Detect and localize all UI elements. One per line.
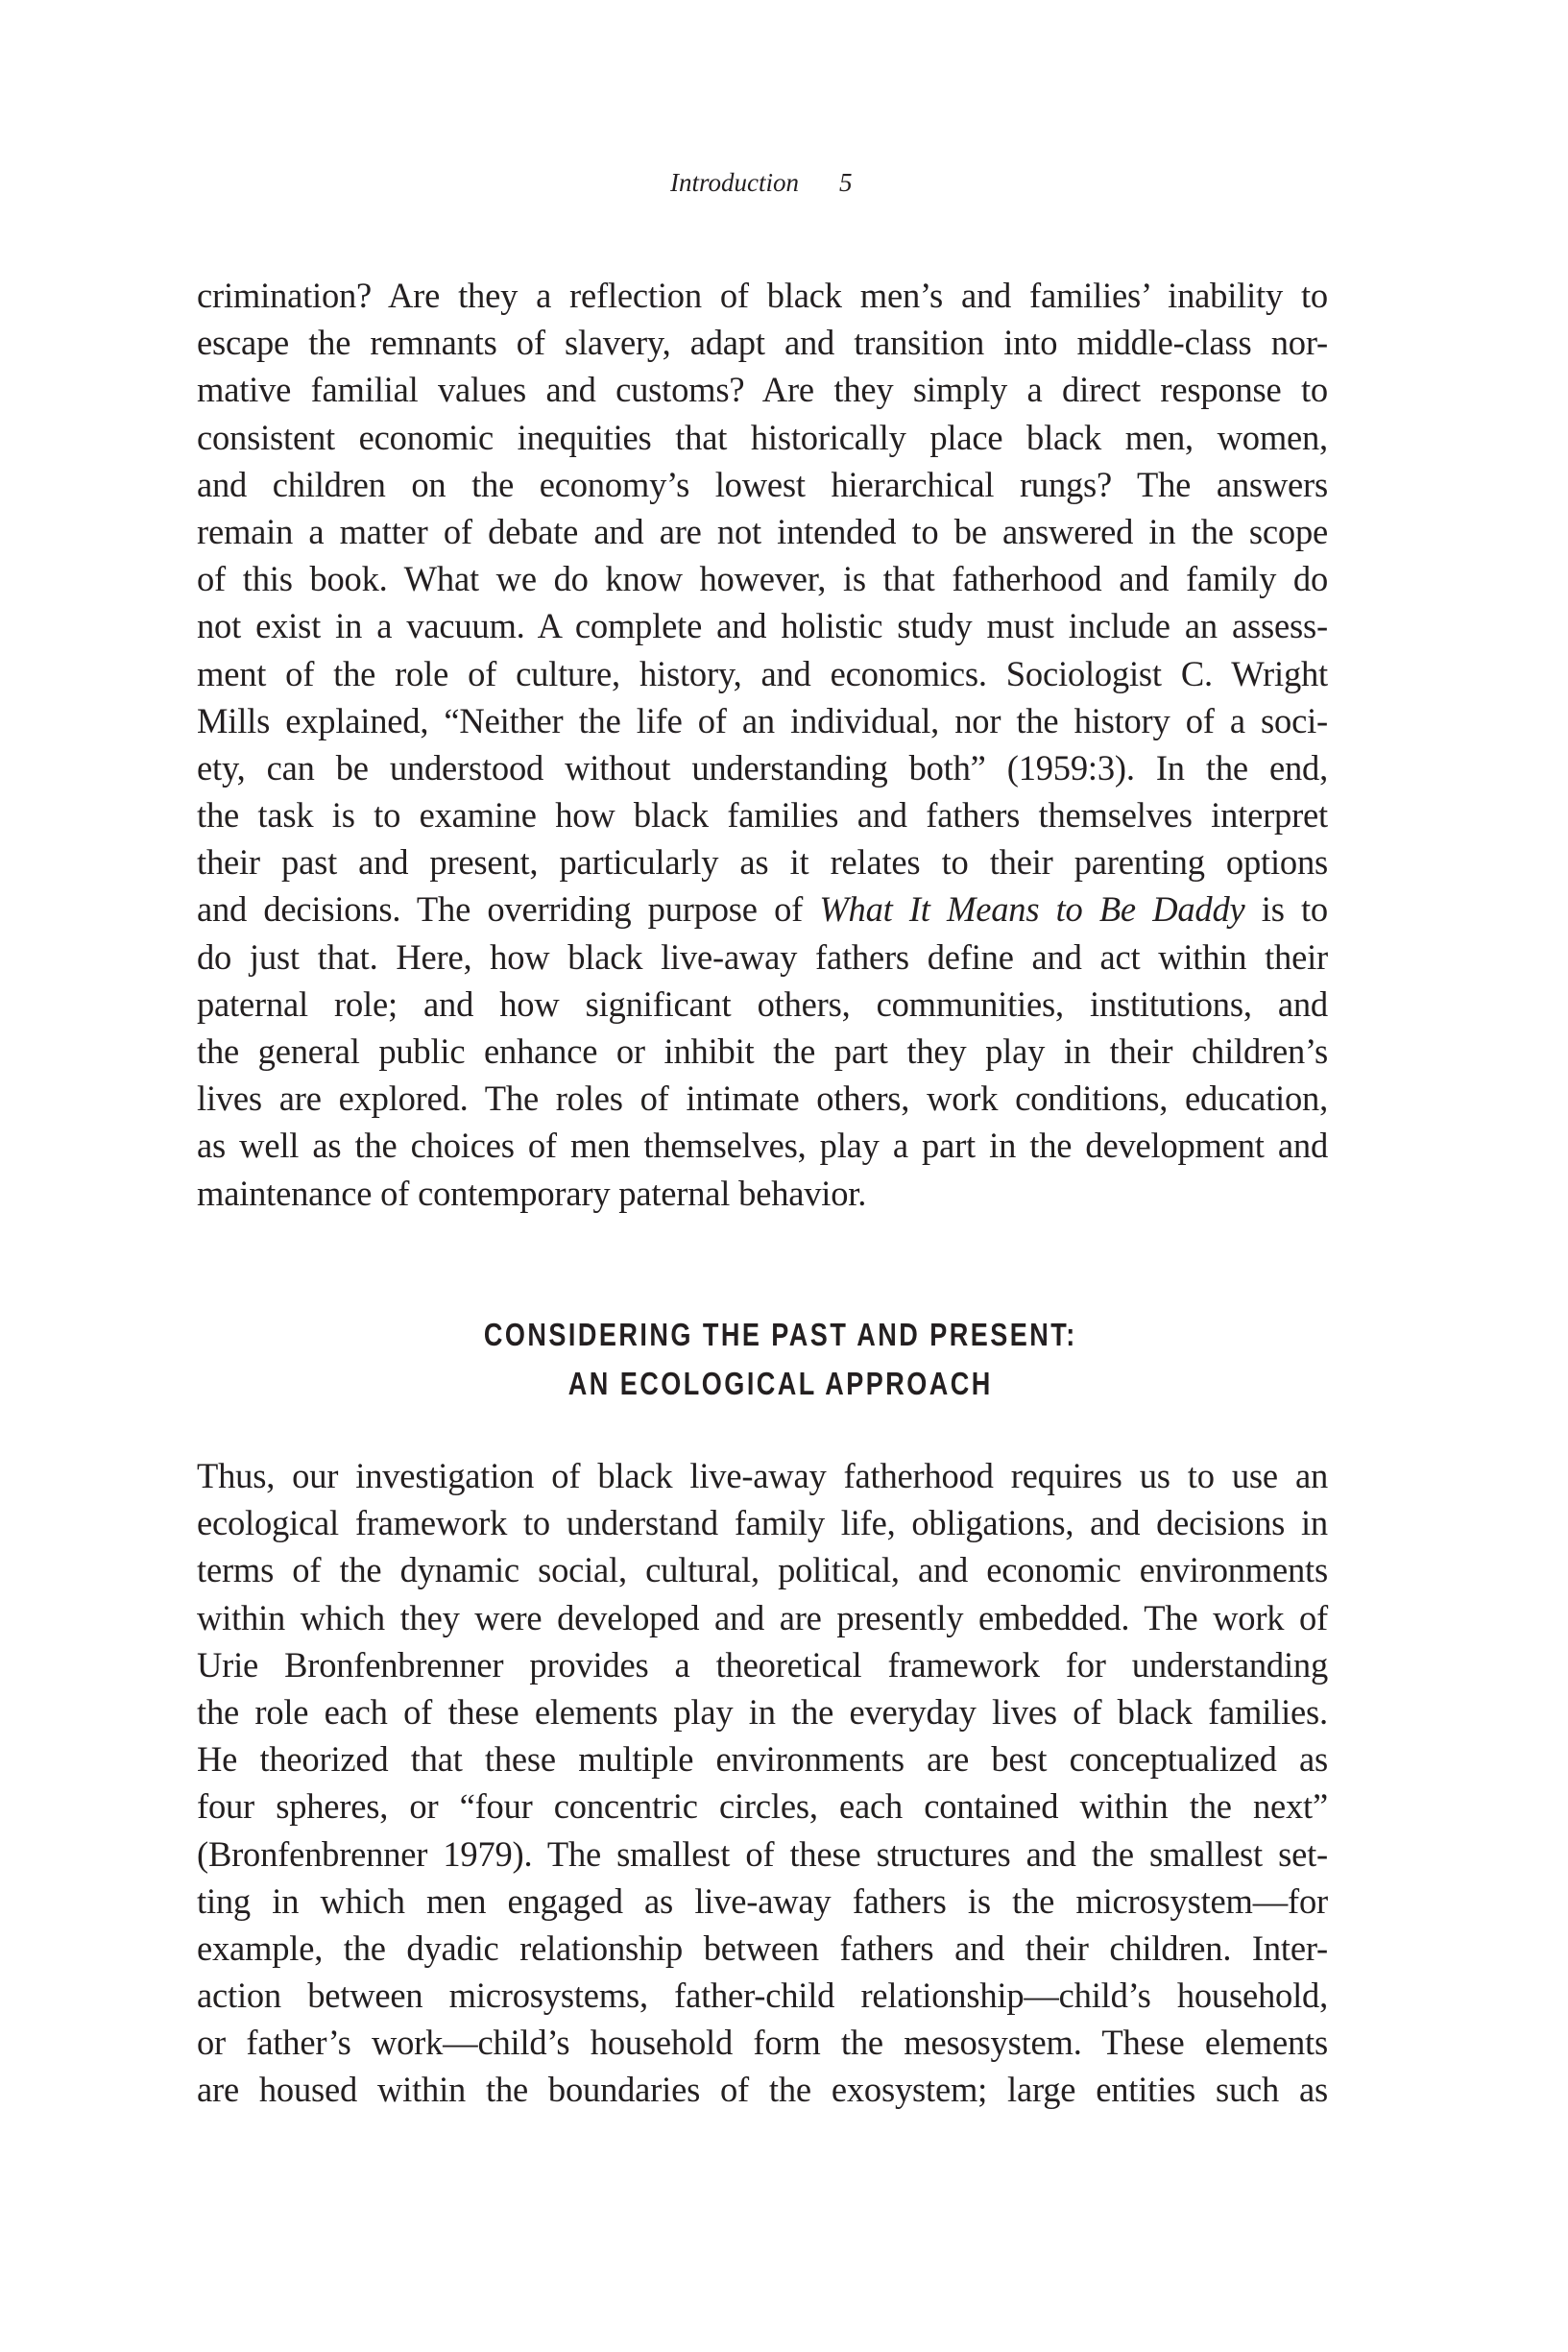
text-line: Urie Bronfenbrenner provides a theoretical framework for understanding <box>197 1644 1328 1685</box>
text-line: mative familial values and customs? Are they simply a direct response to <box>197 370 1328 410</box>
text-line: Mills explained, “Neither the life of an individual, nor the history of a soci- <box>197 700 1328 740</box>
text-segment: is to <box>1244 889 1328 930</box>
text-line: maintenance of contemporary paternal behavior. <box>197 1173 867 1213</box>
section-heading-line-2: AN ECOLOGICAL APPROACH <box>567 1366 993 1401</box>
text-line: ety, can be understood without understanding both” (1959:3). In the end, <box>197 747 1328 788</box>
text-line: of this book. What we do know however, is that fatherhood and family do <box>197 559 1328 599</box>
book-title-italic: What It Means to Be Daddy <box>819 889 1245 930</box>
section-heading <box>137 1310 1423 1408</box>
text-line: escape the remnants of slavery, adapt and transition into middle-class nor- <box>197 323 1328 363</box>
text-line: example, the dyadic relationship between fathers and their children. Inter- <box>197 1928 1328 1968</box>
text-line: remain a matter of debate and are not intended to be answered in the scope <box>197 511 1328 551</box>
text-line: their past and present, particularly as it relates to their parenting options <box>197 842 1328 883</box>
text-line: are housed within the boundaries of the exosystem; large entities such as <box>197 2070 1328 2110</box>
text-line: ting in which men engaged as live-away fathers is the microsystem—for <box>197 1880 1328 1921</box>
page-number: 5 <box>839 168 853 197</box>
text-line: as well as the choices of men themselves, play a part in the development and <box>197 1126 1328 1166</box>
body-paragraph-1 <box>197 272 1328 1217</box>
text-line: or father’s work—child’s household form the mesosystem. These elements <box>197 2023 1328 2063</box>
text-line: lives are explored. The roles of intimate others, work conditions, education, <box>197 1079 1328 1119</box>
text-segment: and decisions. The overriding purpose of <box>197 889 820 930</box>
running-head-title: Introduction <box>670 168 799 197</box>
text-line: ment of the role of culture, history, and economics. Sociologist C. Wright <box>197 653 1328 693</box>
text-line: within which they were developed and are presently embedded. The work of <box>197 1597 1328 1637</box>
running-head <box>0 163 1568 202</box>
text-line: paternal role; and how significant others, communities, institutions, and <box>197 983 1328 1024</box>
text-line: terms of the dynamic social, cultural, political, and economic environments <box>197 1550 1328 1590</box>
text-line: the general public enhance or inhibit the part they play in their children’s <box>197 1031 1328 1071</box>
text-line: the task is to examine how black families and fathers themselves interpret <box>197 795 1328 836</box>
text-line: four spheres, or “four concentric circles, each contained within the next” <box>197 1786 1328 1827</box>
text-line: action between microsystems, father-child relationship—child’s household, <box>197 1976 1328 2016</box>
text-line: do just that. Here, how black live-away fathers define and act within their <box>197 936 1328 977</box>
body-paragraph-2 <box>197 1452 1328 2114</box>
text-line: (Bronfenbrenner 1979). The smallest of these structures and the smallest set- <box>197 1833 1328 1874</box>
text-line: not exist in a vacuum. A complete and holistic study must include an assess- <box>197 606 1328 646</box>
text-line: crimination? Are they a reflection of black men’s and families’ inability to <box>197 276 1328 315</box>
section-heading-line-1: CONSIDERING THE PAST AND PRESENT: <box>483 1317 1077 1352</box>
text-line: ecological framework to understand family life, obligations, and decisions in <box>197 1503 1328 1543</box>
text-line: Thus, our investigation of black live-away fatherhood requires us to use an <box>197 1456 1328 1495</box>
text-line: consistent economic inequities that historically place black men, women, <box>197 417 1328 457</box>
text-line: the role each of these elements play in the everyday lives of black families. <box>197 1691 1328 1732</box>
text-line: and children on the economy’s lowest hierarchical rungs? The answers <box>197 464 1328 504</box>
text-line-with-book-title <box>197 885 1328 933</box>
text-line: He theorized that these multiple environments are best conceptualized as <box>197 1739 1328 1780</box>
